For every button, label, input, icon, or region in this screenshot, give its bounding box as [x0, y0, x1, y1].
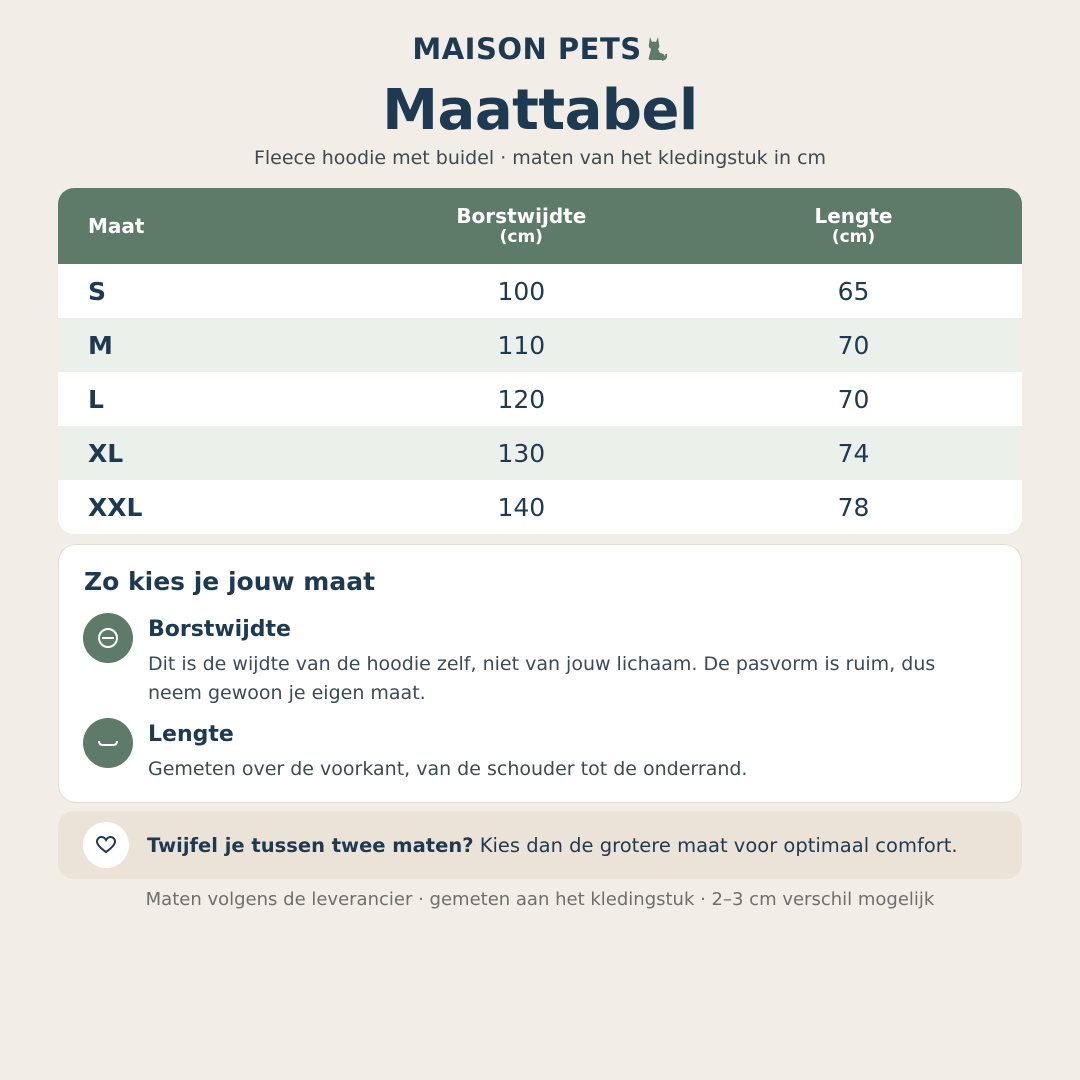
- row-chest: 100: [497, 276, 546, 306]
- row-length: 70: [837, 384, 870, 414]
- guide-item-title: Lengte: [148, 722, 234, 747]
- table-header: [58, 188, 1022, 264]
- table-row: [58, 372, 1022, 426]
- table-row: [58, 318, 1022, 372]
- header-chest-label: Borstwijdte: [456, 203, 587, 228]
- row-size: M: [88, 330, 113, 360]
- header-size: Maat: [88, 214, 145, 238]
- tip-banner: [58, 811, 1022, 879]
- table-row: [58, 264, 1022, 318]
- tip-text: [147, 834, 958, 857]
- row-size: L: [88, 384, 104, 414]
- header-length: [685, 205, 1022, 248]
- row-chest: 120: [497, 384, 546, 414]
- row-size: XXL: [88, 492, 143, 522]
- header-length-unit: (cm): [831, 226, 876, 247]
- cat-icon: [644, 34, 668, 68]
- table-row: [58, 480, 1022, 534]
- size-table: [58, 188, 1022, 534]
- row-chest: 110: [497, 330, 546, 360]
- tip-body: Kies dan de grotere maat voor optimaal comfort.: [473, 833, 958, 857]
- row-length: 70: [837, 330, 870, 360]
- row-length: 65: [837, 276, 870, 306]
- brand-name: MAISON PETS: [412, 32, 642, 66]
- row-length: 78: [837, 492, 870, 522]
- length-measure-icon: [83, 718, 133, 768]
- brand-logo: [0, 32, 1080, 68]
- tip-bold: Twijfel je tussen twee maten?: [147, 833, 474, 857]
- size-guide-card: [58, 544, 1022, 803]
- guide-item-text: Gemeten over de voorkant, van de schouder tot de onderrand.: [148, 758, 748, 780]
- heart-icon: [83, 822, 129, 868]
- row-chest: 140: [497, 492, 546, 522]
- page-subtitle: Fleece hoodie met buidel · maten van het kledingstuk in cm: [253, 147, 827, 169]
- header-chest: [358, 205, 685, 248]
- page-title: Maattabel: [382, 78, 698, 143]
- header-chest-unit: (cm): [499, 226, 543, 247]
- table-row: [58, 426, 1022, 480]
- row-chest: 130: [497, 438, 546, 468]
- guide-item-title: Borstwijdte: [148, 617, 291, 642]
- guide-title: Zo kies je jouw maat: [84, 567, 376, 596]
- row-length: 74: [837, 438, 870, 468]
- row-size: S: [88, 276, 107, 306]
- header-length-label: Lengte: [814, 203, 893, 228]
- footnote: Maten volgens de leverancier · gemeten aan het kledingstuk · 2–3 cm verschil mogelijk: [145, 889, 935, 910]
- row-size: XL: [88, 438, 124, 468]
- guide-item-text: Dit is de wijdte van de hoodie zelf, niet van jouw lichaam. De pasvorm is ruim, dus neem gewoon je eigen maat.: [148, 653, 936, 704]
- chest-measure-icon: [83, 613, 133, 663]
